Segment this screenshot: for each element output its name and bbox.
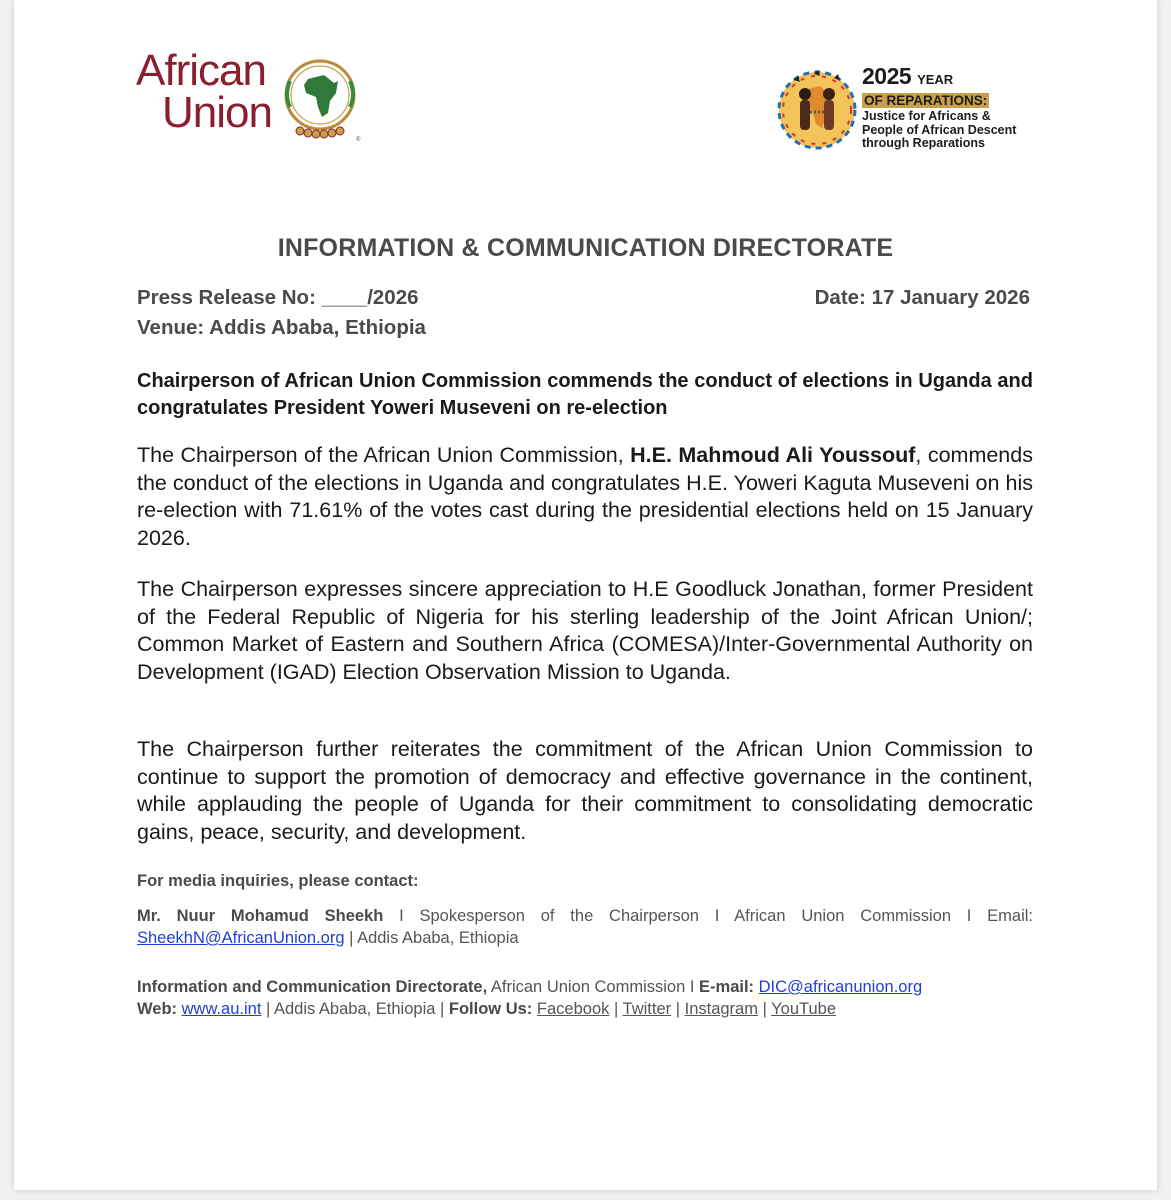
facebook-link[interactable]: Facebook [536,1000,610,1018]
media-contact-heading: For media inquiries, please contact: [137,872,419,890]
web-label: Web: [137,1000,178,1018]
spokesperson-contact [137,905,1033,949]
twitter-link[interactable]: Twitter [622,1000,672,1018]
spokesperson-location: | Addis Ababa, Ethiopia [344,929,519,947]
chairperson-name: H.E. Mahmoud Ali Youssouf [630,443,916,467]
spokesperson-name: Mr. Nuur Mohamud Sheekh [137,907,384,925]
release-headline: Chairperson of African Union Commission commends the conduct of elections in Uganda and congratulates President Yoweri Museveni on re-election [137,370,1033,419]
follow-us-label: Follow Us: [448,1000,533,1018]
press-release-page [14,0,1157,1190]
spokesperson-email-link[interactable]: SheekhN@AfricanUnion.org [137,929,345,947]
email-label: E-mail: [699,978,755,996]
dic-org: African Union Commission I [487,978,700,996]
year-word: YEAR [917,72,954,87]
spokesperson-role: I Spokesperson of the Chairperson I African Union Commission I Email: [383,907,1034,925]
year-of-reparations-emblem-icon [774,66,860,152]
p1-text-a: The Chairperson of the African Union Commission, [137,443,631,467]
youtube-link[interactable]: YouTube [771,1000,836,1018]
au-logo-line1: African [136,46,266,95]
year-sub-line2: People of African Descent [862,122,1017,137]
year-number: 2025 [862,63,912,89]
au-website-link[interactable]: www.au.int [181,1000,262,1018]
svg-text:®: ® [356,137,361,143]
year-sub-line1: Justice for Africans & [862,109,991,123]
dic-name: Information and Communication Directorate, [137,978,488,996]
web-location: | Addis Ababa, Ethiopia | [261,1000,449,1018]
year-of-reparations-logo [862,64,1016,151]
release-venue: Venue: Addis Ababa, Ethiopia [137,316,426,339]
directorate-contact: Information and Communication Directorate, African Union Commission I E-mail: DIC@africanunion.org Web: www.au.int | Addis Ababa, Ethiopia | Follow Us: Facebook | Twitter | Instagram | YouTube [137,978,923,1018]
body-paragraph-3: The Chairperson further reiterates the commitment of the African Union Commission to continue to support the promotion of democracy and effective governance in the continent, while applauding the people of Uganda for their commitment to consolidating democratic gains, peace, security, and development. [137,737,1033,844]
au-emblem-icon [276,57,368,143]
body-paragraph-1 [137,442,1033,552]
p1-text-b: , commends the conduct of the elections in Uganda and congratulates H.E. Yoweri Kaguta Museveni on his re-election with 71.61% of the votes cast during the presidential elections held on 15 January 2026. [137,443,1033,550]
release-date: Date: 17 January 2026 [814,286,1030,309]
african-union-logo [136,46,272,137]
body-paragraph-2: The Chairperson expresses sincere appreciation to H.E Goodluck Jonathan, former President of the Federal Republic of Nigeria for his sterling leadership of the Joint African Union/; Common Market of Eastern and Southern Africa (COMESA)/Inter-Governmental Authority on Development (IGAD) Election Observation Mission to Uganda. [137,577,1033,684]
dic-email-link[interactable]: DIC@africanunion.org [758,978,923,996]
directorate-heading: INFORMATION & COMMUNICATION DIRECTORATE [277,234,894,262]
year-sub-line3: through Reparations [862,136,985,150]
au-logo-line2: Union [162,88,272,137]
year-band: OF REPARATIONS: [864,93,988,108]
instagram-link[interactable]: Instagram [684,1000,758,1018]
press-release-number: Press Release No: ____/2026 [137,286,419,309]
